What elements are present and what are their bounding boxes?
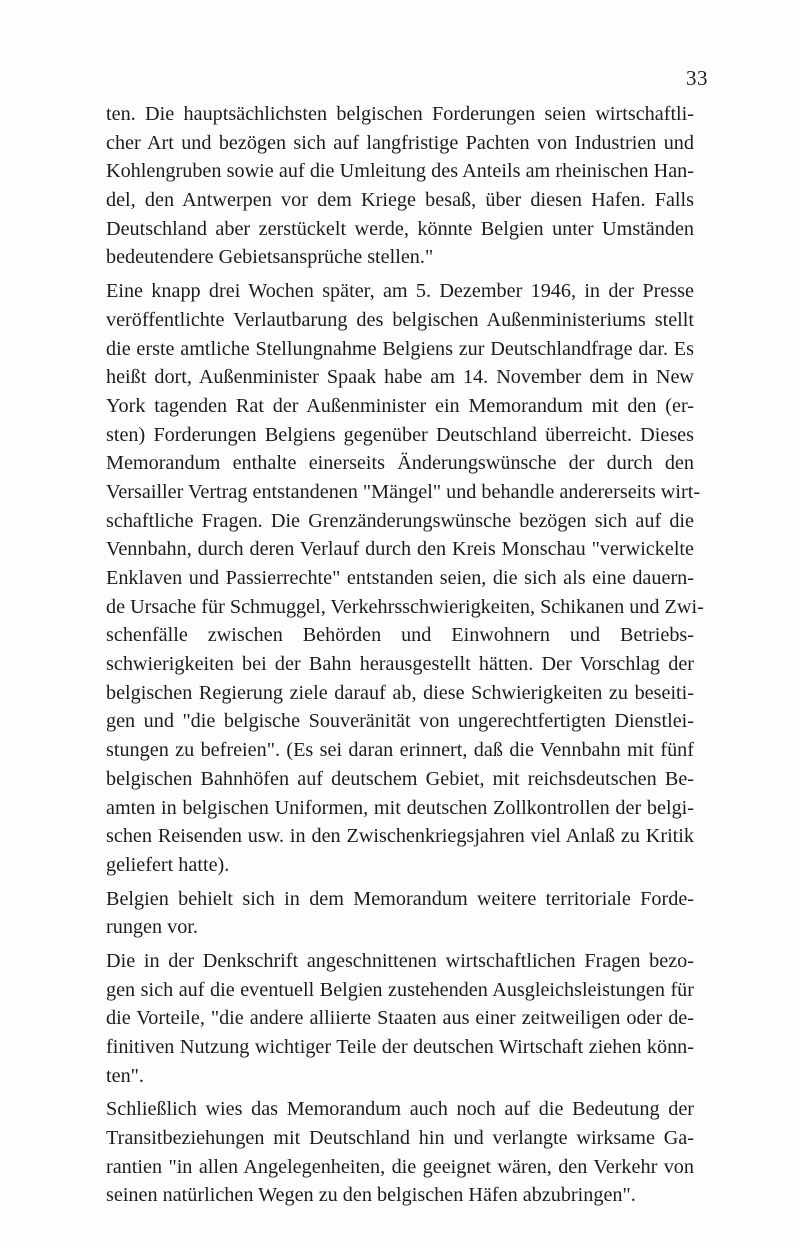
text-line: Enklaven und Passierrechte" entstanden seien, die sich als eine dauern- xyxy=(106,567,694,589)
text-line: Kohlengruben sowie auf die Umleitung des Anteils am rheinischen Han- xyxy=(106,160,694,183)
paragraph-4 xyxy=(106,947,694,1090)
text-line: ten. Die hauptsächlichsten belgischen Forderungen seien wirtschaftli- xyxy=(106,103,694,125)
text-line: Die in der Denkschrift angeschnittenen wirtschaftlichen Fragen bezo- xyxy=(106,949,694,972)
text-line: stungen zu befreien". (Es sei daran erinnert, daß die Vennbahn mit fünf xyxy=(106,739,694,762)
page-number: 33 xyxy=(686,66,708,90)
text-line: de Ursache für Schmuggel, Verkehrsschwierigkeiten, Schikanen und Zwi- xyxy=(106,595,704,618)
text-line: gen sich auf die eventuell Belgien zustehenden Ausgleichsleistungen für xyxy=(106,978,694,1001)
text-line: rantien "in allen Angelegenheiten, die geeignet wären, den Verkehr von xyxy=(106,1155,694,1178)
text-line: Transitbeziehungen mit Deutschland hin und verlangte wirksame Ga- xyxy=(106,1127,694,1150)
body-text xyxy=(106,100,704,1210)
text-line: schaftliche Fragen. Die Grenzänderungswünsche bezögen sich auf die xyxy=(106,509,694,532)
text-line: Belgien behielt sich in dem Memorandum weitere territoriale Forde- xyxy=(106,887,694,910)
text-line: belgischen Bahnhöfen auf deutschem Gebiet, mit reichsdeutschen Be- xyxy=(106,767,694,790)
text-line: ten". xyxy=(106,1064,144,1087)
text-line: gen und "die belgische Souveränität von ungerechtfertigten Dienstlei- xyxy=(106,710,694,733)
text-line: Schließlich wies das Memorandum auch noch auf die Bedeutung der xyxy=(106,1098,694,1121)
text-line: schen Reisenden usw. in den Zwischenkriegsjahren viel Anlaß zu Kritik xyxy=(106,825,694,848)
paragraph-1 xyxy=(106,100,694,272)
text-line: bedeutendere Gebietsansprüche stellen." xyxy=(106,246,434,269)
text-line: geliefert hatte). xyxy=(106,853,230,876)
text-line: del, den Antwerpen vor dem Kriege besaß, über diesen Hafen. Falls xyxy=(106,189,694,212)
text-line: Deutschland aber zerstückelt werde, könnte Belgien unter Umständen xyxy=(106,217,694,240)
text-line: cher Art und bezögen sich auf langfristige Pachten von Industrien und xyxy=(106,131,694,154)
text-line: heißt dort, Außenminister Spaak habe am 14. November dem in New xyxy=(106,366,694,389)
text-line: schenfälle zwischen Behörden und Einwohnern und Betriebs- xyxy=(106,624,694,647)
text-line: amten in belgischen Uniformen, mit deutschen Zollkontrollen der belgi- xyxy=(106,796,694,819)
text-line: finitiven Nutzung wichtiger Teile der deutschen Wirtschaft ziehen könn- xyxy=(106,1036,694,1058)
text-line: die erste amtliche Stellungnahme Belgiens zur Deutschlandfrage dar. Es xyxy=(106,337,694,360)
text-line: Versailler Vertrag entstandenen "Mängel" und behandle andererseits wirt- xyxy=(106,480,701,503)
text-line: Memorandum enthalte einerseits Änderungswünsche der durch den xyxy=(106,452,694,475)
text-line: Eine knapp drei Wochen später, am 5. Dezember 1946, in der Presse xyxy=(106,280,694,303)
paragraph-2 xyxy=(106,277,704,879)
paragraph-3 xyxy=(106,885,694,942)
text-line: rungen vor. xyxy=(106,916,198,939)
text-line: veröffentlichte Verlautbarung des belgischen Außenministeriums stellt xyxy=(106,308,694,331)
text-line: seinen natürlichen Wegen zu den belgischen Häfen abzubringen". xyxy=(106,1184,636,1207)
text-line: York tagenden Rat der Außenminister ein Memorandum mit den (er- xyxy=(106,394,694,417)
text-line: schwierigkeiten bei der Bahn herausgestellt hätten. Der Vorschlag der xyxy=(106,653,694,676)
text-line: belgischen Regierung ziele darauf ab, diese Schwierigkeiten zu beseiti- xyxy=(106,681,694,704)
text-line: die Vorteile, "die andere alliierte Staaten aus einer zeitweiligen oder de- xyxy=(106,1007,694,1030)
text-line: sten) Forderungen Belgiens gegenüber Deutschland überreicht. Dieses xyxy=(106,423,694,446)
text-line: Vennbahn, durch deren Verlauf durch den Kreis Monschau "verwickelte xyxy=(106,538,694,561)
paragraph-5 xyxy=(106,1095,694,1210)
